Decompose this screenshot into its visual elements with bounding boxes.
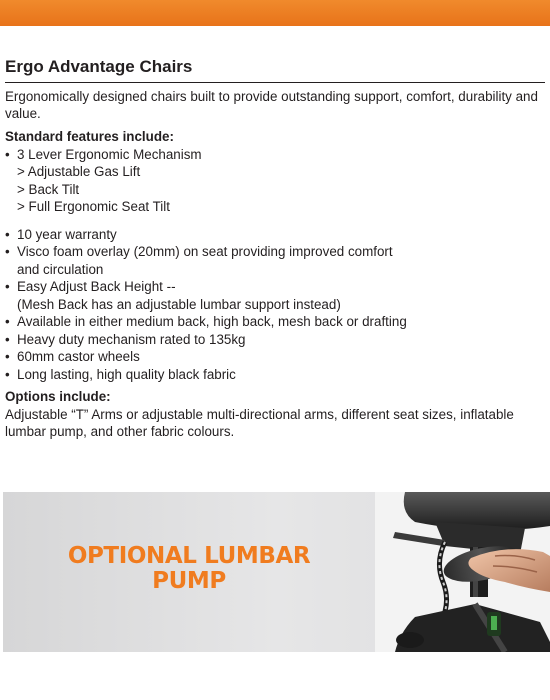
- product-description: [5, 56, 545, 441]
- list-item: [5, 243, 545, 278]
- list-spacer: [5, 216, 545, 226]
- bullet-glyph: •: [5, 314, 10, 329]
- sub-item: > Adjustable Gas Lift: [17, 164, 141, 179]
- list-item: [5, 278, 545, 313]
- options-text: Adjustable “T” Arms or adjustable multi-directional arms, different seat sizes, inflatable lumbar pump, and other fabric colours.: [5, 406, 514, 439]
- list-item: [5, 146, 545, 164]
- bullet-glyph: •: [5, 226, 10, 242]
- promo-line-1: OPTIONAL LUMBAR: [67, 543, 311, 569]
- bullet-glyph: •: [5, 331, 10, 347]
- page-title: Ergo Advantage Chairs: [5, 57, 193, 76]
- promo-line-2: PUMP: [152, 568, 226, 594]
- sub-item: > Full Ergonomic Seat Tilt: [17, 199, 170, 214]
- lumbar-pump-photo: [375, 492, 550, 652]
- list-item-text: Heavy duty mechanism rated to 135kg: [17, 331, 246, 347]
- list-item-text: Visco foam overlay (20mm) on seat providing improved comfort: [17, 244, 393, 259]
- bullet-glyph: •: [5, 244, 10, 259]
- chair-lumbar-pump-image: [375, 492, 550, 652]
- lumbar-pump-promo: [3, 492, 550, 652]
- list-item-continuation: and circulation: [17, 261, 104, 277]
- list-item-continuation: (Mesh Back has an adjustable lumbar support instead): [17, 296, 341, 312]
- standard-features-list: [5, 146, 545, 164]
- bullet-glyph: •: [5, 366, 10, 382]
- list-item: [5, 366, 545, 384]
- options-heading: Options include:: [5, 389, 111, 404]
- list-item-text: 3 Lever Ergonomic Mechanism: [17, 146, 202, 162]
- list-item-text: Available in either medium back, high back, mesh back or drafting: [17, 314, 407, 329]
- list-item: [5, 348, 545, 366]
- promo-heading: [3, 544, 375, 594]
- bullet-glyph: •: [5, 146, 10, 162]
- list-item: [5, 313, 545, 331]
- bullet-glyph: •: [5, 349, 10, 364]
- intro-text: Ergonomically designed chairs built to provide outstanding support, comfort, durability and value.: [5, 89, 538, 121]
- list-item: [5, 331, 545, 349]
- title-divider: [5, 82, 545, 83]
- list-item-text: 60mm castor wheels: [17, 349, 140, 364]
- list-item: [5, 226, 545, 244]
- sub-item: > Back Tilt: [17, 181, 80, 197]
- list-item-text: Long lasting, high quality black fabric: [17, 366, 236, 382]
- additional-features-list: [5, 226, 545, 384]
- header-accent-band: [0, 0, 550, 26]
- bullet-glyph: •: [5, 279, 10, 294]
- bottom-margin: [3, 652, 550, 700]
- list-item-text: Easy Adjust Back Height --: [17, 279, 176, 294]
- standard-features-heading: Standard features include:: [5, 129, 174, 144]
- list-item-text: 10 year warranty: [17, 226, 117, 242]
